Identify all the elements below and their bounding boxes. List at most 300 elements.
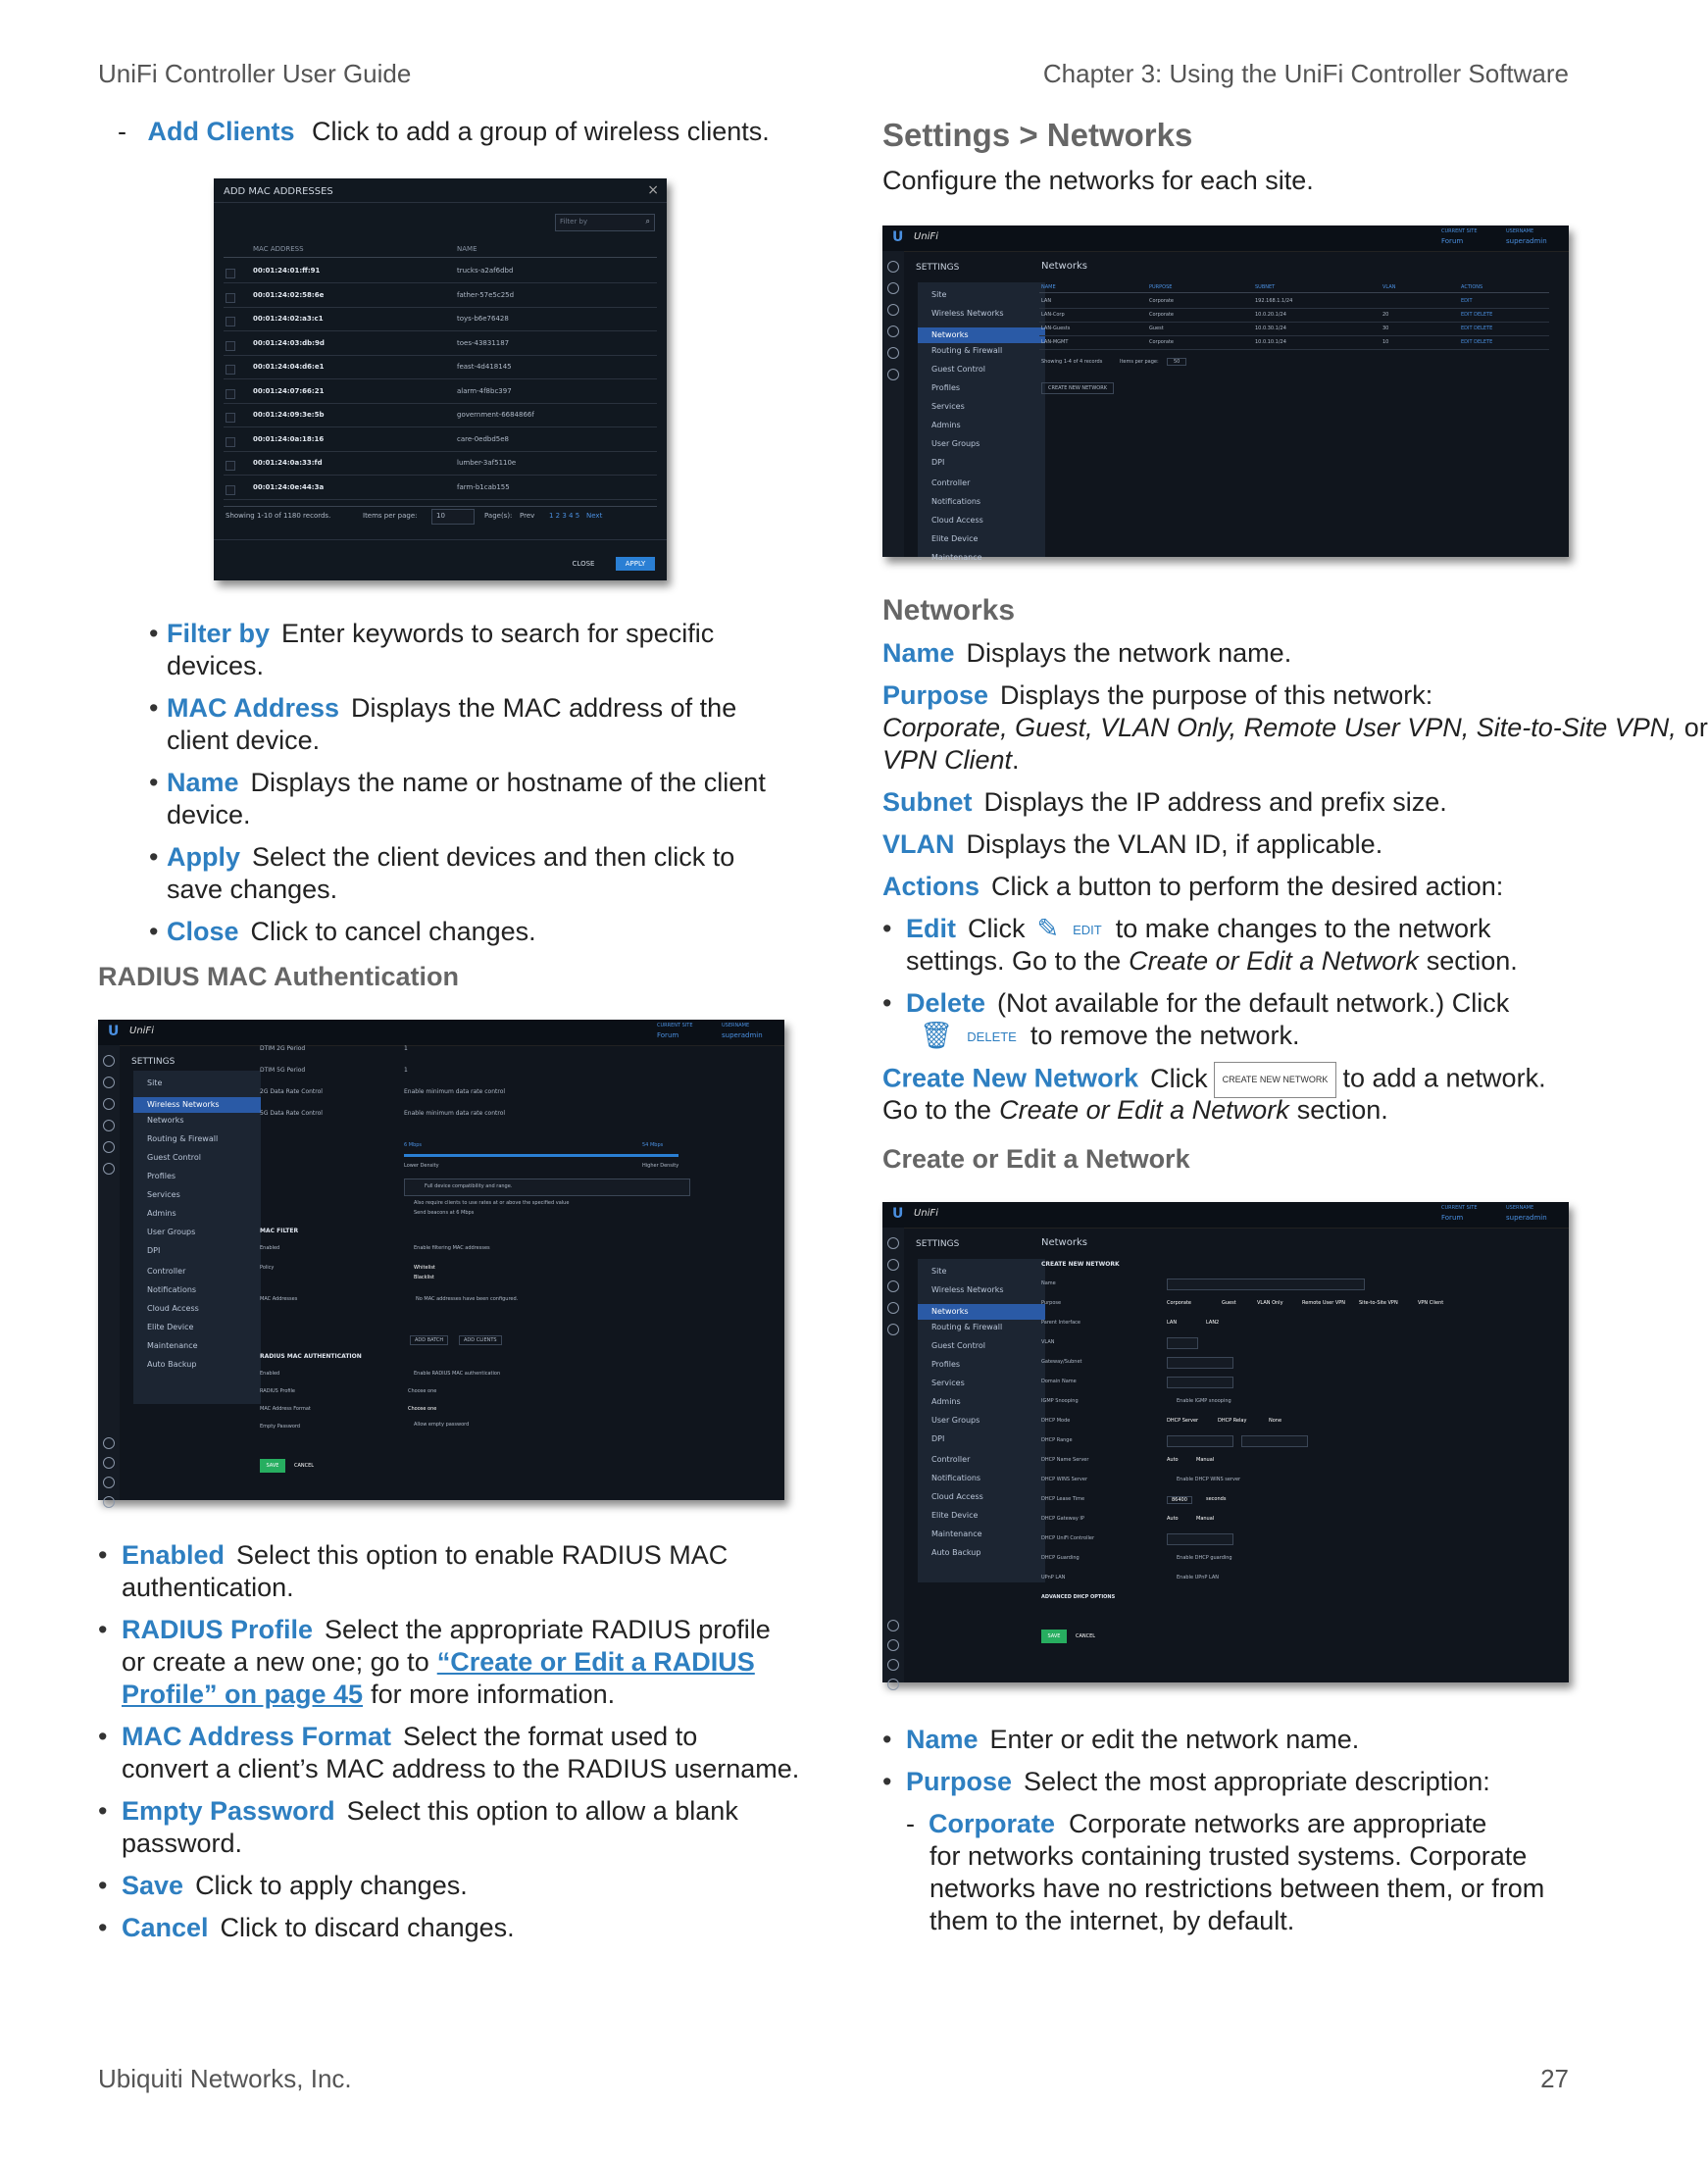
vlan-input[interactable] (1167, 1337, 1198, 1349)
sidebar-item[interactable]: Routing & Firewall (931, 346, 1003, 355)
term: VLAN (882, 829, 955, 859)
term: Close (167, 917, 239, 946)
table-cell: 10.0.20.1/24 (1255, 312, 1286, 318)
site-select[interactable]: Forum (1441, 1214, 1464, 1222)
policy-label: Policy (260, 1265, 275, 1271)
row-actions[interactable]: EDIT (1461, 298, 1473, 304)
dhcp-mode-radio[interactable]: DHCP Relay (1218, 1418, 1247, 1424)
sidebar-item[interactable]: DPI (931, 1434, 945, 1443)
header-divider (224, 257, 657, 258)
desc-cont: client device. (167, 726, 321, 755)
radius-profile-link[interactable]: “Create or Edit a RADIUS (436, 1647, 755, 1677)
def-line (882, 679, 1432, 712)
add-mac-dialog-screenshot (214, 178, 667, 580)
form-label: Gateway/Subnet (1041, 1359, 1082, 1365)
sidebar-item[interactable]: Auto Backup (147, 1360, 197, 1369)
sidebar-item[interactable]: DPI (931, 458, 945, 467)
term: Cancel (122, 1913, 209, 1942)
def-line (882, 786, 1447, 819)
sidebar-item[interactable]: Maintenance (147, 1341, 198, 1350)
form-label: DHCP Mode (1041, 1418, 1071, 1424)
list-line (122, 1795, 738, 1828)
def-line (882, 1094, 1388, 1127)
add-batch-button[interactable]: ADD BATCH (410, 1335, 448, 1345)
row-checkbox[interactable] (226, 437, 235, 447)
insights-icon[interactable] (103, 1163, 115, 1175)
list-line (122, 1721, 697, 1753)
cancel-button[interactable]: CANCEL (293, 1463, 315, 1469)
mac-cell: 00:01:24:0e:44:3a (253, 482, 325, 491)
mac-filter-heading: MAC FILTER (260, 1228, 299, 1234)
devices-icon[interactable] (103, 1120, 115, 1131)
row-actions[interactable]: EDIT DELETE (1461, 339, 1493, 345)
desc: to add a network. (1342, 1063, 1546, 1093)
higher-density: Higher Density (642, 1163, 679, 1169)
def-line (882, 1062, 1546, 1098)
wins-checkbox[interactable]: Enable DHCP WINS server (1177, 1477, 1241, 1482)
term: Name (882, 638, 955, 668)
desc: to remove the network. (1030, 1021, 1300, 1050)
sidebar-item[interactable]: Notifications (147, 1285, 197, 1294)
running-header-left: UniFi Controller User Guide (98, 59, 412, 88)
desc: Displays the VLAN ID, if applicable. (966, 829, 1383, 859)
sidebar-item[interactable]: Controller (147, 1267, 186, 1276)
dash: - (118, 117, 126, 146)
map-icon[interactable] (103, 1098, 115, 1110)
bullet-dot: • (149, 768, 159, 797)
row-checkbox[interactable] (226, 485, 235, 495)
guarding-checkbox[interactable]: Enable DHCP guarding (1177, 1555, 1232, 1561)
desc: Displays the network name. (966, 638, 1292, 668)
whitelist-radio[interactable]: Whitelist (414, 1265, 435, 1271)
table-cell: 10.0.30.1/24 (1255, 326, 1286, 331)
gateway-input[interactable] (1167, 1357, 1233, 1369)
save-button[interactable]: SAVE (260, 1459, 285, 1473)
sidebar-item[interactable]: Profiles (931, 1360, 961, 1369)
page-links[interactable]: 1 2 3 4 5 (549, 512, 580, 520)
user-menu[interactable]: superadmin (1506, 1214, 1547, 1222)
devices-icon[interactable] (887, 326, 899, 337)
dashboard-icon[interactable] (887, 1237, 899, 1249)
row-checkbox[interactable] (226, 461, 235, 471)
desc: Select the client devices and then click to (252, 842, 735, 872)
sidebar-item[interactable]: User Groups (931, 439, 980, 448)
list-line (906, 1724, 1359, 1756)
statistics-icon[interactable] (887, 282, 899, 294)
user-menu[interactable]: superadmin (1506, 237, 1547, 245)
site-label: CURRENT SITE (1441, 228, 1478, 234)
cancel-button[interactable]: CANCEL (1075, 1633, 1096, 1639)
def-line (882, 871, 1503, 903)
term: RADIUS Profile (122, 1615, 314, 1644)
enable-radius-checkbox[interactable]: Enable RADIUS MAC authentication (414, 1371, 501, 1377)
domain-input[interactable] (1167, 1377, 1233, 1388)
table-cell: 10.0.10.1/24 (1255, 339, 1286, 345)
list-line (122, 1870, 468, 1902)
form-label: Purpose (1041, 1300, 1062, 1306)
events-icon[interactable] (887, 1620, 899, 1631)
data-rate-slider[interactable] (404, 1154, 678, 1157)
user-label: USERNAME (1506, 228, 1534, 234)
desc: for more information. (371, 1680, 616, 1709)
form-label: Parent Interface (1041, 1320, 1080, 1326)
col-name-header: NAME (457, 245, 477, 253)
field-value[interactable]: 1 (404, 1045, 408, 1052)
row-checkbox[interactable] (226, 365, 235, 375)
sidebar-item[interactable]: Networks (147, 1116, 184, 1125)
sidebar-item[interactable]: Wireless Networks (931, 1285, 1004, 1294)
form-label: DHCP Gateway IP (1041, 1516, 1084, 1522)
unifi-brand: UniFi (914, 1208, 938, 1219)
create-network-button[interactable]: CREATE NEW NETWORK (1041, 382, 1114, 394)
save-button[interactable]: SAVE (1041, 1630, 1067, 1643)
sidebar-item[interactable]: Cloud Access (931, 516, 983, 525)
sidebar-item[interactable]: Guest Control (147, 1153, 201, 1162)
items-per-page-select[interactable]: 50 (1167, 358, 1186, 366)
purpose-radio[interactable]: Site-to-Site VPN (1359, 1300, 1398, 1306)
add-clients-desc: Click to add a group of wireless clients. (312, 117, 770, 146)
list-line (122, 1539, 728, 1572)
no-mac-text: No MAC addresses have been configured. (416, 1296, 519, 1302)
period: . (1012, 745, 1020, 775)
parent-interface-radio[interactable]: LAN2 (1206, 1320, 1220, 1326)
dhcp-range-start[interactable] (1167, 1435, 1233, 1447)
sidebar-item[interactable]: Routing & Firewall (931, 1323, 1003, 1331)
sidebar-item[interactable]: Cloud Access (147, 1304, 199, 1313)
chat-icon[interactable] (887, 1679, 899, 1690)
term: Edit (906, 914, 956, 943)
sidebar-item[interactable]: Networks (918, 1304, 1045, 1320)
clients-icon[interactable] (887, 1324, 899, 1335)
bullet-dot: • (98, 1871, 108, 1900)
list-line (122, 1753, 799, 1785)
term: Purpose (906, 1767, 1013, 1796)
list-item (149, 618, 794, 650)
form-label: DHCP WINS Server (1041, 1477, 1088, 1482)
search-icon[interactable] (103, 1477, 115, 1488)
column-header[interactable]: PURPOSE (1149, 284, 1173, 290)
blacklist-radio[interactable]: Blacklist (414, 1275, 434, 1280)
sidebar-item[interactable]: Admins (931, 421, 961, 429)
row-checkbox[interactable] (226, 341, 235, 351)
sidebar-item[interactable]: Routing & Firewall (147, 1134, 219, 1143)
desc: settings. Go to the (906, 946, 1122, 976)
sidebar-item[interactable]: Site (931, 1267, 947, 1276)
field-value[interactable]: Enable minimum data rate control (404, 1088, 506, 1095)
unifi-brand: UniFi (914, 231, 938, 242)
statistics-icon[interactable] (103, 1077, 115, 1088)
filter-input[interactable] (555, 214, 655, 231)
row-checkbox[interactable] (226, 293, 235, 303)
purpose-radio[interactable]: VLAN Only (1257, 1300, 1283, 1306)
term: Purpose (882, 680, 989, 710)
term: Name (906, 1725, 979, 1754)
name-cell: trucks-a2af6dbd (457, 267, 514, 275)
name-input[interactable] (1167, 1279, 1365, 1290)
edit-button[interactable]: EDIT (1073, 923, 1102, 938)
row-divider (224, 282, 657, 283)
unifi-brand: UniFi (129, 1026, 154, 1036)
desc: section. (1296, 1095, 1388, 1125)
list-line (906, 1766, 1490, 1798)
networks-subheading: Networks (882, 594, 1016, 627)
user-menu[interactable]: superadmin (722, 1031, 763, 1039)
desc: Click a button to perform the desired action: (991, 872, 1504, 901)
dhcp-mode-radio[interactable]: DHCP Server (1167, 1418, 1199, 1424)
igmp-checkbox[interactable]: Enable IGMP snooping (1177, 1398, 1231, 1404)
site-label: CURRENT SITE (1441, 1205, 1478, 1211)
sidebar-item[interactable]: Elite Device (931, 1511, 979, 1520)
delete-button[interactable]: DELETE (967, 1029, 1017, 1045)
sidebar-item[interactable]: Notifications (931, 1474, 981, 1482)
close-icon[interactable]: × (647, 182, 659, 198)
desc-cont: save changes. (167, 875, 338, 904)
upnp-checkbox[interactable]: Enable UPnP LAN (1177, 1575, 1220, 1580)
desc-cont: devices. (167, 651, 265, 680)
term: Apply (167, 842, 241, 872)
divider (214, 202, 667, 203)
term: Filter by (167, 619, 271, 648)
desc: Displays the MAC address of the (351, 693, 737, 723)
purpose-radio[interactable]: Remote User VPN (1302, 1300, 1346, 1306)
search-icon[interactable] (887, 1659, 899, 1671)
sidebar-item[interactable]: Profiles (147, 1172, 176, 1180)
row-checkbox[interactable] (226, 389, 235, 399)
name-cell: government-6684866f (457, 411, 534, 419)
desc: or create a new one; go to (122, 1647, 429, 1677)
row-divider (224, 426, 657, 427)
form-label: DHCP UniFi Controller (1041, 1535, 1095, 1541)
site-select[interactable]: Forum (1441, 237, 1464, 245)
enable-filter-checkbox[interactable]: Enable filtering MAC addresses (414, 1245, 490, 1251)
desc: Click to apply changes. (195, 1871, 468, 1900)
networks-title: Networks (1041, 261, 1087, 272)
table-cell: 10 (1382, 339, 1389, 345)
parent-interface-radio[interactable]: LAN (1167, 1320, 1178, 1326)
sidebar-item[interactable]: Profiles (931, 383, 961, 392)
list-line (929, 1873, 1544, 1905)
mac-cell: 00:01:24:0a:33:fd (253, 459, 323, 467)
sidebar-item[interactable]: Wireless Networks (931, 309, 1004, 318)
map-icon[interactable] (887, 304, 899, 316)
xref: Create or Edit a Network (1129, 946, 1419, 976)
mac-cell: 00:01:24:09:3e:5b (253, 411, 325, 419)
desc: to make changes to the network (1115, 914, 1491, 943)
list-line (122, 1614, 771, 1646)
mac-cell: 00:01:24:07:66:21 (253, 386, 325, 395)
settings-networks-heading (882, 116, 1192, 155)
row-checkbox[interactable] (226, 269, 235, 278)
mac-format-select[interactable]: Choose one (408, 1406, 437, 1412)
auto-radio[interactable]: Auto (1167, 1457, 1179, 1463)
radius-heading: RADIUS MAC Authentication (98, 962, 459, 991)
purpose-radio[interactable]: Guest (1222, 1300, 1236, 1306)
controller-input[interactable] (1167, 1533, 1233, 1545)
bullet-dot: • (98, 1615, 108, 1644)
lower-density: Lower Density (404, 1163, 439, 1169)
list-item (149, 767, 794, 799)
add-clients-button[interactable]: ADD CLIENTS (459, 1335, 502, 1345)
search-icon: ⌕ (645, 217, 650, 226)
map-icon[interactable] (887, 1280, 899, 1292)
column-header[interactable]: ACTIONS (1461, 284, 1483, 290)
sidebar-item[interactable]: User Groups (931, 1416, 980, 1425)
user-label: USERNAME (722, 1023, 750, 1028)
dashboard-icon[interactable] (103, 1055, 115, 1067)
radius-profile-select[interactable]: Choose one (408, 1388, 437, 1394)
row-actions[interactable]: EDIT DELETE (1461, 312, 1493, 318)
list-line (122, 1679, 615, 1711)
chat-icon[interactable] (103, 1496, 115, 1508)
filter-placeholder: Filter by (560, 218, 588, 226)
radius-mac-screenshot (98, 1020, 784, 1500)
sidebar-item[interactable]: Site (147, 1078, 163, 1087)
desc: Select the appropriate RADIUS profile (325, 1615, 771, 1644)
sidebar-item[interactable]: Services (931, 402, 965, 411)
sidebar-item[interactable]: Maintenance (931, 1530, 982, 1538)
sidebar-item[interactable]: Controller (931, 478, 971, 487)
settings-sidebar (918, 1259, 1045, 1582)
desc: Click (1150, 1063, 1208, 1093)
purpose-radio[interactable]: Corporate (1167, 1300, 1191, 1306)
close-button[interactable]: CLOSE (572, 560, 595, 568)
table-cell: LAN-Guests (1041, 326, 1071, 331)
list-line (122, 1646, 755, 1679)
desc: Select this option to allow a blank (346, 1796, 738, 1826)
prev-link[interactable]: Prev (520, 512, 535, 520)
lease-input[interactable]: 86400 (1167, 1496, 1192, 1504)
bullet-dot: • (149, 693, 159, 723)
bullet-dot: • (98, 1913, 108, 1942)
term: Create New Network (882, 1063, 1139, 1093)
auto-radio[interactable]: Auto (1167, 1516, 1179, 1522)
sidebar-item[interactable]: Admins (931, 1397, 961, 1406)
manual-radio[interactable]: Manual (1196, 1516, 1215, 1522)
field-value[interactable]: Enable minimum data rate control (404, 1110, 506, 1117)
term: Corporate (929, 1809, 1056, 1838)
desc: Go to the (882, 1095, 992, 1125)
note: Send beacons at 6 Mbps (414, 1210, 475, 1216)
field-label: 2G Data Rate Control (260, 1088, 323, 1095)
column-header[interactable]: SUBNET (1255, 284, 1276, 290)
clients-icon[interactable] (103, 1141, 115, 1153)
column-header[interactable]: NAME (1041, 284, 1056, 290)
form-label: DHCP Lease Time (1041, 1496, 1085, 1502)
sidebar-item[interactable]: User Groups (147, 1228, 196, 1236)
mac-cell: 00:01:24:0a:18:16 (253, 434, 325, 443)
row-divider (224, 307, 657, 308)
radius-profile-link[interactable]: Profile” on page 45 (122, 1680, 364, 1709)
table-cell: Corporate (1149, 312, 1174, 318)
items-per-page-select[interactable] (431, 509, 475, 525)
sidebar-item[interactable]: Guest Control (931, 365, 985, 374)
sidebar-item[interactable]: Networks (918, 327, 1045, 343)
table-cell: LAN-MGMT (1041, 339, 1069, 345)
row-divider (1039, 322, 1549, 323)
statistics-icon[interactable] (887, 1259, 899, 1271)
next-link[interactable]: Next (586, 512, 603, 520)
site-select[interactable]: Forum (657, 1031, 679, 1039)
dhcp-range-end[interactable] (1241, 1435, 1308, 1447)
row-divider (224, 451, 657, 452)
top-bar (882, 1202, 1569, 1229)
def-line (906, 1020, 1300, 1053)
bullet-dot: • (98, 1796, 108, 1826)
create-network-screenshot (882, 1202, 1569, 1682)
radius-mac-heading: RADIUS MAC AUTHENTICATION (260, 1353, 362, 1360)
sidebar-item[interactable]: Services (147, 1190, 180, 1199)
row-actions[interactable]: EDIT DELETE (1461, 326, 1493, 331)
settings-sidebar (918, 282, 1045, 562)
row-checkbox[interactable] (226, 317, 235, 326)
allow-empty-checkbox[interactable]: Allow empty password (414, 1422, 470, 1428)
alerts-icon[interactable] (103, 1457, 115, 1469)
desc: Enter or edit the network name. (989, 1725, 1360, 1754)
desc: Displays the IP address and prefix size. (983, 787, 1447, 817)
form-label: VLAN (1041, 1339, 1055, 1345)
settings-title: SETTINGS (916, 1239, 960, 1249)
def-line (906, 945, 1518, 978)
advanced-dhcp-toggle[interactable]: ADVANCED DHCP OPTIONS (1041, 1594, 1116, 1600)
sidebar-item[interactable]: Elite Device (147, 1323, 194, 1331)
sidebar-item[interactable]: Guest Control (931, 1341, 985, 1350)
sidebar-item[interactable]: Auto Backup (931, 1548, 981, 1557)
column-header[interactable]: VLAN (1382, 284, 1396, 290)
sidebar-item[interactable]: Cloud Access (931, 1492, 983, 1501)
list-line (929, 1905, 1294, 1937)
sidebar-item[interactable]: Elite Device (931, 534, 979, 543)
slider-min: 6 Mbps (404, 1142, 423, 1148)
icon-rail (882, 1228, 904, 1682)
sidebar-item[interactable]: Controller (931, 1455, 971, 1464)
events-icon[interactable] (103, 1437, 115, 1449)
sidebar-item[interactable]: Maintenance (931, 553, 982, 562)
create-network-button[interactable]: CREATE NEW NETWORK (1214, 1062, 1337, 1098)
compat-box (404, 1179, 690, 1196)
desc: Click (968, 914, 1026, 943)
sidebar-item[interactable]: Admins (147, 1209, 176, 1218)
list-item (149, 916, 794, 948)
field-value[interactable]: 1 (404, 1067, 408, 1074)
dhcp-mode-radio[interactable]: None (1269, 1418, 1282, 1424)
apply-button[interactable]: APPLY (616, 557, 655, 571)
row-checkbox[interactable] (226, 413, 235, 423)
name-cell: feast-4d418145 (457, 363, 512, 371)
list-line (122, 1572, 294, 1604)
table-cell: 30 (1382, 326, 1389, 331)
list-item (149, 692, 794, 725)
dashboard-icon[interactable] (887, 261, 899, 273)
form-label: UPnP LAN (1041, 1575, 1066, 1580)
insights-icon[interactable] (887, 369, 899, 380)
mac-cell: 00:01:24:04:d6:e1 (253, 363, 325, 371)
alerts-icon[interactable] (887, 1639, 899, 1651)
purpose-radio[interactable]: VPN Client (1418, 1300, 1444, 1306)
term: MAC Address (167, 693, 340, 723)
sidebar-item[interactable]: Wireless Networks (133, 1097, 261, 1113)
desc: Select the format used to (403, 1722, 698, 1751)
clients-icon[interactable] (887, 347, 899, 359)
row-divider (224, 378, 657, 379)
sidebar-item[interactable]: Notifications (931, 497, 981, 506)
manual-radio[interactable]: Manual (1196, 1457, 1215, 1463)
desc: Click to cancel changes. (250, 917, 536, 946)
name-cell: care-0edbd5e8 (457, 434, 509, 443)
sidebar-item[interactable]: Services (931, 1379, 965, 1387)
sidebar-item[interactable]: DPI (147, 1246, 161, 1255)
devices-icon[interactable] (887, 1302, 899, 1314)
sidebar-item[interactable]: Site (931, 290, 947, 299)
